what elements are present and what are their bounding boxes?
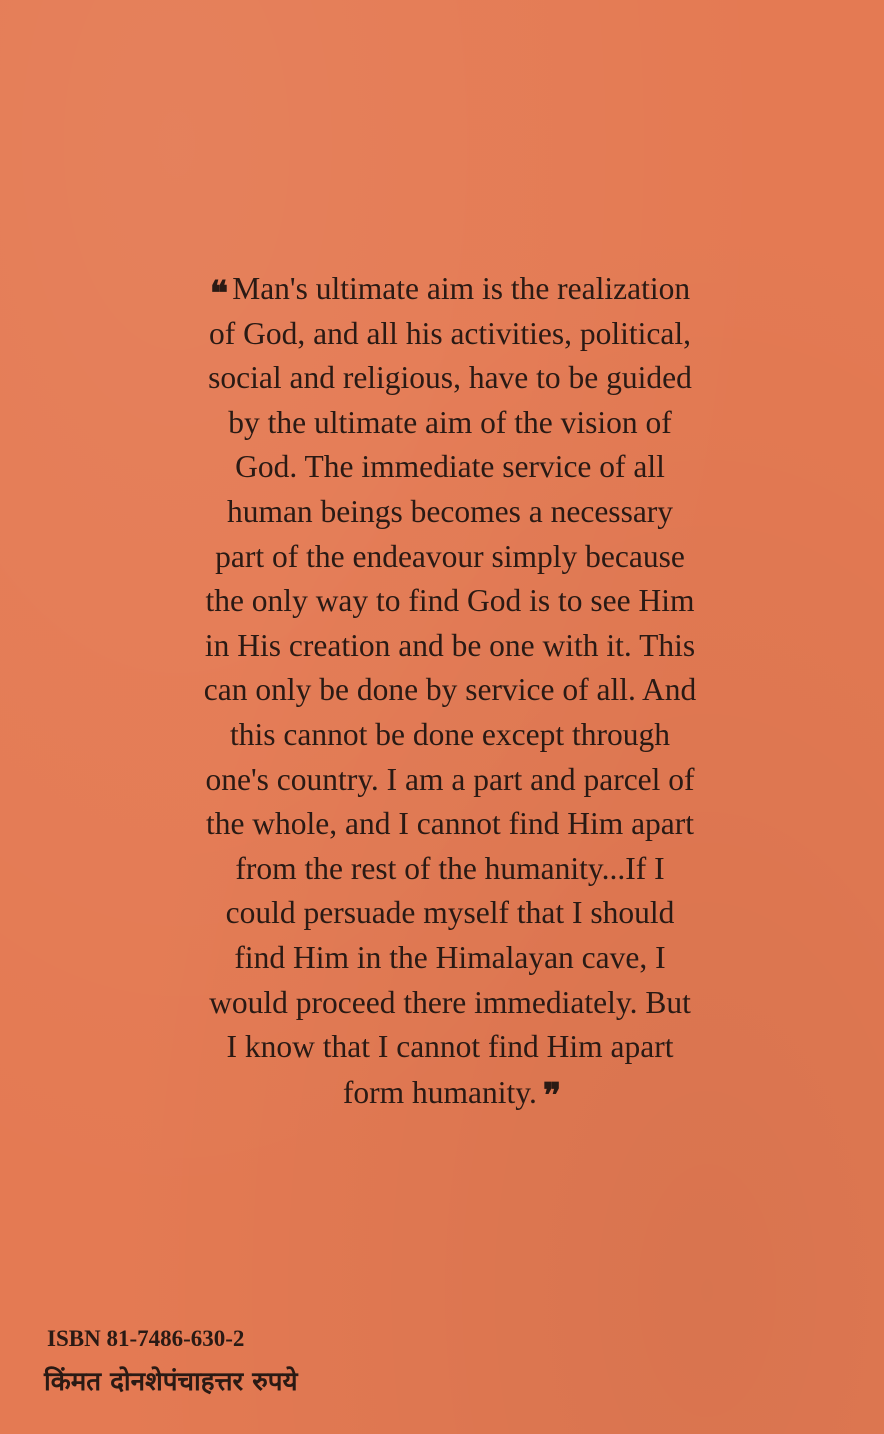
quote-line: part of the endeavour simply because bbox=[215, 538, 685, 574]
quote-line: in His creation and be one with it. This bbox=[204, 627, 696, 663]
open-quote-mark-icon: ❝ bbox=[209, 274, 225, 314]
isbn-number: ISBN 81-7486-630-2 bbox=[47, 1326, 245, 1351]
quote-line-text: Man's ultimate aim is the realization bbox=[232, 271, 691, 306]
quote-line: the whole, and I cannot find Him apart bbox=[205, 806, 695, 842]
quote-line-text: form humanity. bbox=[342, 1074, 537, 1110]
quote-line: would proceed there immediately. But bbox=[209, 984, 691, 1020]
quote-block bbox=[150, 266, 750, 1115]
quote-line: I know that I cannot find Him apart bbox=[226, 1029, 674, 1065]
quote-line: find Him in the Himalayan cave, I bbox=[234, 939, 666, 975]
quote-line: God. The immediate service of all bbox=[235, 449, 665, 485]
quote-line: by the ultimate aim of the vision of bbox=[228, 404, 672, 440]
quote-line bbox=[150, 1070, 750, 1116]
quote-line: could persuade myself that I should bbox=[225, 895, 675, 931]
quote-line: one's country. I am a part and parcel of bbox=[205, 761, 695, 797]
quote-line: this cannot be done except through bbox=[229, 716, 670, 752]
quote-line bbox=[150, 266, 750, 312]
close-quote-mark-icon: ❞ bbox=[542, 1075, 558, 1116]
quote-line: of God, and all his activities, political, bbox=[208, 315, 692, 351]
quote-line: the only way to find God is to see Him bbox=[205, 583, 695, 619]
quote-line: human beings becomes a necessary bbox=[226, 493, 674, 529]
price-text: किंमत दोनशेपंचाहत्तर रुपये bbox=[44, 1367, 298, 1397]
quote-line: from the rest of the humanity...If I bbox=[235, 850, 665, 886]
quote-line: social and religious, have to be guided bbox=[208, 360, 692, 396]
quote-line: can only be done by service of all. And bbox=[203, 672, 697, 708]
